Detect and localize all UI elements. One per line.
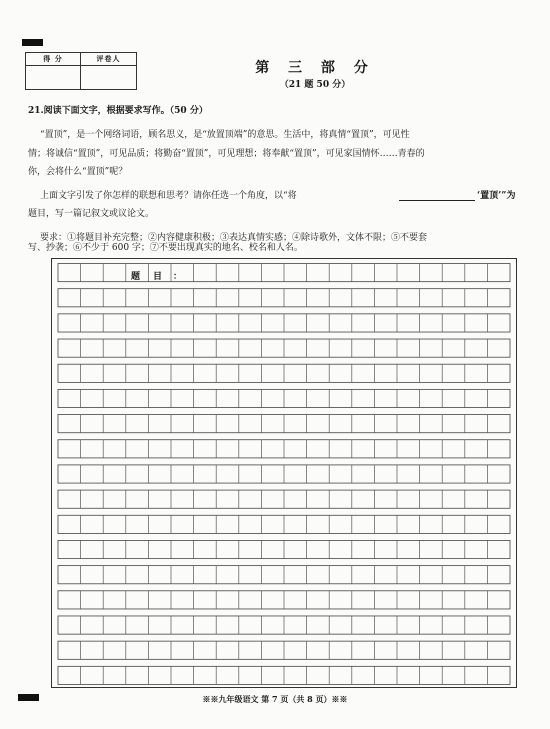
section-subtitle: （21 题 50 分） <box>279 80 351 90</box>
instruction-line-1a: 上面文字引发了你怎样的联想和思考？请你任选一个角度，以“将 <box>40 191 297 201</box>
prompt-line-1: “置顶”，是一个网络词语，顾名思义，是“放置顶端”的意思。生活中，将真情“置顶”，可见性 <box>40 130 410 140</box>
score-header: 得 分 <box>26 53 81 66</box>
registration-mark-top <box>22 39 43 46</box>
grid-label-colon: ： <box>173 272 183 282</box>
page-footer: ※※九年级语文 第 7 页（共 8 页）※※ <box>202 694 348 704</box>
grid-label-ti: 题 <box>131 272 141 282</box>
composition-grid[interactable] <box>51 258 517 688</box>
instruction-line-2: 题目，写一篇记叙文或议论文。 <box>28 209 155 219</box>
question-number: 21.阅读下面文字，根据要求写作。（50 分） <box>28 106 208 116</box>
grader-header: 评卷人 <box>81 53 136 66</box>
requirements-line-1: 要求：①将题目补充完整；②内容健康积极；③表达真情实感；④除诗歌外，文体不限；⑤不要套 <box>40 233 428 243</box>
grid-label-mu: 目 <box>153 272 163 282</box>
prompt-line-2: 情；将诚信“置顶”，可见品质；将勤奋“置顶”，可见理想；将奉献“置顶”，可见家国情怀……青春的 <box>28 149 425 159</box>
prompt-line-3: 你，会将什么“置顶”呢？ <box>28 167 128 177</box>
title-blank[interactable] <box>399 200 475 201</box>
instruction-line-1b: ‘置顶’”为 <box>477 191 516 201</box>
grid-lines <box>52 259 518 689</box>
section-title: 第 三 部 分 <box>255 60 375 76</box>
requirements-line-2: 写、抄袭；⑥不少于 600 字；⑦不要出现真实的地名、校名和人名。 <box>28 243 303 253</box>
